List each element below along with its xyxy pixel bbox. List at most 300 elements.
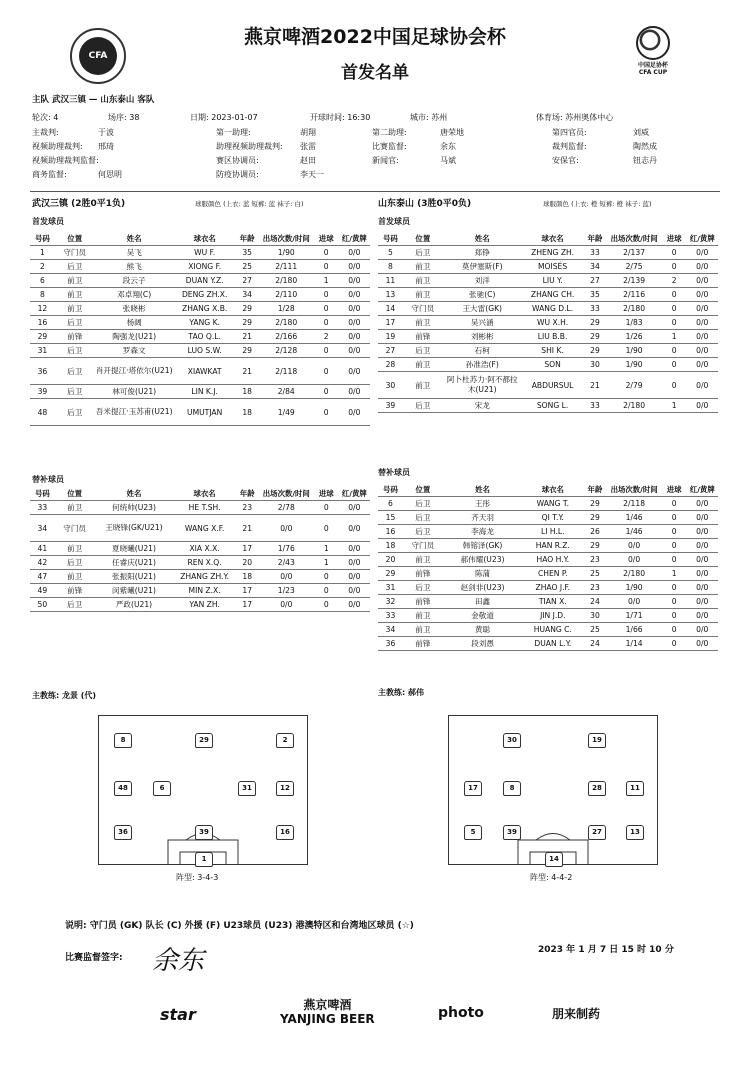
signature: 余东 — [152, 946, 205, 976]
cards: 0/0 — [339, 584, 370, 598]
player-position: 前卫 — [403, 358, 443, 372]
player-name: 肖开提江·塔依尔(U21) — [95, 358, 174, 385]
cards: 0/0 — [339, 501, 370, 515]
shirt-name: ABDURSUL — [522, 372, 584, 399]
shirt-name: TIAN X. — [522, 595, 583, 609]
shirt-name: ZHAO J.F. — [522, 581, 583, 595]
player-number: 31 — [378, 581, 403, 595]
player-row — [378, 553, 718, 567]
shirt-name: LI H.L. — [522, 525, 583, 539]
date: 日期: 2023-01-07 — [190, 113, 258, 122]
shirt-name: HAN R.Z. — [522, 539, 583, 553]
apps-minutes: 2/110 — [259, 288, 314, 302]
official-role: 视频助理裁判: — [32, 142, 83, 151]
shirt-name: HE T.SH. — [173, 501, 235, 515]
shirt-name: MIN Z.X. — [173, 584, 235, 598]
player-age: 23 — [583, 553, 606, 567]
shirt-name: WANG D.L. — [522, 302, 584, 316]
player-number: 14 — [378, 302, 403, 316]
column-header: 姓名 — [95, 487, 174, 501]
goals: 0 — [314, 501, 339, 515]
player-position: 前卫 — [55, 542, 95, 556]
apps-minutes: 2/166 — [259, 330, 314, 344]
column-header: 球衣名 — [522, 483, 583, 497]
shirt-name: CHEN P. — [522, 567, 583, 581]
column-header: 年龄 — [583, 483, 606, 497]
player-number: 36 — [378, 637, 403, 651]
home-subs-label: 替补球员 — [32, 475, 64, 484]
player-age: 26 — [583, 525, 606, 539]
player-number: 33 — [30, 501, 55, 515]
cards: 0/0 — [339, 542, 370, 556]
player-position: 守门员 — [55, 515, 95, 542]
player-age: 25 — [583, 567, 606, 581]
player-row — [378, 399, 718, 413]
cards: 0/0 — [687, 497, 718, 511]
player-age: 29 — [236, 344, 259, 358]
player-number: 17 — [378, 316, 403, 330]
player-number: 50 — [30, 598, 55, 612]
official-role: 第四官员: — [552, 128, 587, 137]
player-position: 后卫 — [403, 511, 443, 525]
shirt-name: HUANG C. — [522, 623, 583, 637]
official-name: 邢琦 — [98, 142, 114, 151]
player-row — [30, 274, 370, 288]
goals: 0 — [662, 316, 687, 330]
player-row — [30, 330, 370, 344]
cards: 0/0 — [687, 539, 718, 553]
goals: 0 — [314, 358, 339, 385]
player-row — [30, 246, 370, 260]
shirt-name: XIA X.X. — [173, 542, 235, 556]
goals: 0 — [314, 302, 339, 316]
player-number: 8 — [378, 260, 403, 274]
goals: 0 — [662, 511, 687, 525]
shirt-number: 12 — [276, 781, 294, 796]
away-kit: 球服颜色 (上衣: 橙 短裤: 橙 袜子: 蓝) — [543, 200, 652, 208]
player-row — [378, 302, 718, 316]
shirt-number: 39 — [503, 825, 521, 840]
apps-minutes: 2/43 — [259, 556, 314, 570]
apps-minutes: 2/118 — [259, 358, 314, 385]
player-name: 段云子 — [95, 274, 174, 288]
player-position: 前锋 — [403, 330, 443, 344]
player-age: 29 — [583, 330, 606, 344]
shirt-name: WU X.H. — [522, 316, 584, 330]
shirt-name: ZHANG X.B. — [174, 302, 236, 316]
player-position: 后卫 — [403, 246, 443, 260]
shirt-number: 31 — [238, 781, 256, 796]
player-number: 8 — [30, 288, 55, 302]
player-name: 郝伟耀(U23) — [443, 553, 522, 567]
player-row — [30, 556, 370, 570]
column-header: 号码 — [30, 487, 55, 501]
apps-minutes: 2/128 — [259, 344, 314, 358]
player-age: 29 — [583, 316, 606, 330]
player-row — [30, 598, 370, 612]
apps-minutes: 1/46 — [607, 525, 662, 539]
player-row — [30, 584, 370, 598]
cfa-logo-text: CFA — [79, 37, 117, 75]
player-age: 35 — [236, 246, 259, 260]
player-number: 20 — [378, 553, 403, 567]
cards: 0/0 — [687, 358, 718, 372]
apps-minutes: 2/118 — [607, 497, 662, 511]
player-row — [30, 542, 370, 556]
player-number: 15 — [378, 511, 403, 525]
column-header: 红/黄牌 — [687, 483, 718, 497]
player-position: 后卫 — [403, 581, 443, 595]
city: 城市: 苏州 — [410, 113, 448, 122]
shirt-number: 16 — [276, 825, 294, 840]
apps-minutes: 2/75 — [607, 260, 662, 274]
player-position: 前卫 — [55, 570, 95, 584]
apps-minutes: 1/23 — [259, 584, 314, 598]
goals: 0 — [662, 246, 687, 260]
apps-minutes: 2/180 — [259, 274, 314, 288]
player-row — [378, 358, 718, 372]
player-name: 阿卜杜苏力·阿不都拉木(U21) — [443, 372, 522, 399]
divider — [30, 191, 720, 192]
shirt-name: LIU Y. — [522, 274, 584, 288]
player-number: 34 — [30, 515, 55, 542]
goals: 0 — [662, 302, 687, 316]
cards: 0/0 — [687, 567, 718, 581]
table-header — [30, 487, 370, 501]
cfa-cup-logo-text: 中国足协杯 CFA CUP — [637, 62, 668, 76]
player-row — [378, 372, 718, 399]
player-row — [378, 637, 718, 651]
shirt-name: HAO H.Y. — [522, 553, 583, 567]
player-number: 19 — [378, 330, 403, 344]
player-name: 段刘愚 — [443, 637, 522, 651]
goals: 0 — [662, 358, 687, 372]
column-header: 出场次数/时间 — [607, 483, 662, 497]
official-name: 钮志丹 — [633, 156, 657, 165]
column-header: 红/黄牌 — [339, 232, 370, 246]
goals: 0 — [662, 525, 687, 539]
goals: 0 — [314, 598, 339, 612]
goals: 0 — [314, 260, 339, 274]
shirt-number: 39 — [195, 825, 213, 840]
column-header: 红/黄牌 — [339, 487, 370, 501]
player-name: 张晓彬 — [95, 302, 174, 316]
player-name: 夏晓曦(U21) — [95, 542, 174, 556]
shirt-number: 14 — [545, 852, 563, 867]
player-position: 守门员 — [55, 246, 95, 260]
player-age: 35 — [583, 288, 606, 302]
apps-minutes: 1/83 — [607, 316, 662, 330]
goals: 0 — [662, 595, 687, 609]
shirt-name: YAN ZH. — [173, 598, 235, 612]
column-header: 姓名 — [443, 483, 522, 497]
apps-minutes: 2/137 — [607, 246, 662, 260]
goals: 0 — [662, 539, 687, 553]
player-row — [30, 288, 370, 302]
match-no: 场序: 38 — [108, 113, 140, 122]
player-position: 前卫 — [403, 372, 443, 399]
cards: 0/0 — [687, 330, 718, 344]
official-role: 防疫协调员: — [216, 170, 259, 179]
official-name: 余东 — [440, 142, 456, 151]
shirt-number: 48 — [114, 781, 132, 796]
official-name: 何思明 — [98, 170, 122, 179]
shirt-name: LUO S.W. — [174, 344, 236, 358]
official-name: 张雷 — [300, 142, 316, 151]
goals: 0 — [662, 637, 687, 651]
column-header: 球衣名 — [174, 232, 236, 246]
player-position: 前卫 — [55, 274, 95, 288]
column-header: 位置 — [403, 483, 443, 497]
player-age: 25 — [583, 623, 606, 637]
goals: 0 — [662, 553, 687, 567]
away-subs-label: 替补球员 — [378, 468, 410, 477]
apps-minutes: 1/26 — [607, 330, 662, 344]
player-name: 杨阔 — [95, 316, 174, 330]
player-name: 严政(U21) — [95, 598, 174, 612]
player-age: 17 — [236, 542, 259, 556]
home-formation-label: 阵型: 3-4-3 — [176, 873, 219, 882]
player-age: 17 — [236, 598, 259, 612]
player-number: 30 — [378, 372, 403, 399]
cards: 0/0 — [687, 260, 718, 274]
player-number: 27 — [378, 344, 403, 358]
column-header: 进球 — [314, 487, 339, 501]
player-row — [30, 399, 370, 426]
player-row — [378, 344, 718, 358]
cards: 0/0 — [339, 556, 370, 570]
player-name: 王大雷(GK) — [443, 302, 522, 316]
sponsor-yanjing: 燕京啤酒 YANJING BEER — [280, 998, 375, 1026]
player-age: 29 — [583, 497, 606, 511]
player-name: 吾米提江·玉苏甫(U21) — [95, 399, 174, 426]
player-name: 何统帅(U23) — [95, 501, 174, 515]
player-position: 前卫 — [403, 553, 443, 567]
cards: 0/0 — [687, 595, 718, 609]
goals: 0 — [662, 581, 687, 595]
official-role: 第二助理: — [372, 128, 407, 137]
player-position: 前锋 — [55, 584, 95, 598]
shirt-name: SHI K. — [522, 344, 584, 358]
player-name: 熊飞 — [95, 260, 174, 274]
player-age: 29 — [236, 316, 259, 330]
player-position: 后卫 — [55, 358, 95, 385]
official-name: 马斌 — [440, 156, 456, 165]
shirt-number: 5 — [464, 825, 482, 840]
cards: 0/0 — [687, 525, 718, 539]
player-position: 后卫 — [403, 399, 443, 413]
player-name: 邓卓翔(C) — [95, 288, 174, 302]
player-name: 陶强龙(U21) — [95, 330, 174, 344]
player-name: 莫伊塞斯(F) — [443, 260, 522, 274]
player-position: 前锋 — [55, 330, 95, 344]
player-number: 32 — [378, 595, 403, 609]
goals: 0 — [662, 497, 687, 511]
player-age: 21 — [236, 330, 259, 344]
cards: 0/0 — [339, 316, 370, 330]
cards: 0/0 — [687, 553, 718, 567]
shirt-name: LIN K.J. — [174, 385, 236, 399]
cards: 0/0 — [687, 274, 718, 288]
away-formation-label: 阵型: 4-4-2 — [530, 873, 573, 882]
player-number: 5 — [378, 246, 403, 260]
player-name: 郑铮 — [443, 246, 522, 260]
shirt-name: ZHANG ZH.Y. — [173, 570, 235, 584]
player-age: 29 — [236, 302, 259, 316]
goals: 2 — [662, 274, 687, 288]
cards: 0/0 — [339, 246, 370, 260]
player-row — [30, 501, 370, 515]
official-role: 主裁判: — [32, 128, 59, 137]
column-header: 球衣名 — [522, 232, 584, 246]
player-age: 18 — [236, 570, 259, 584]
player-position: 前卫 — [403, 260, 443, 274]
player-age: 29 — [583, 511, 606, 525]
column-header: 进球 — [662, 232, 687, 246]
cards: 0/0 — [687, 344, 718, 358]
apps-minutes: 2/116 — [607, 288, 662, 302]
player-position: 前卫 — [55, 501, 95, 515]
official-role: 比赛监督: — [372, 142, 407, 151]
player-number: 1 — [30, 246, 55, 260]
player-number: 2 — [30, 260, 55, 274]
cards: 0/0 — [339, 598, 370, 612]
player-age: 27 — [236, 274, 259, 288]
player-row — [378, 330, 718, 344]
apps-minutes: 0/0 — [607, 539, 662, 553]
player-name: 孙准浩(F) — [443, 358, 522, 372]
cards: 0/0 — [687, 302, 718, 316]
column-header: 年龄 — [236, 487, 259, 501]
player-position: 后卫 — [403, 497, 443, 511]
player-number: 42 — [30, 556, 55, 570]
player-name: 罗森文 — [95, 344, 174, 358]
player-name: 李海龙 — [443, 525, 522, 539]
player-age: 33 — [583, 399, 606, 413]
column-header: 位置 — [403, 232, 443, 246]
player-row — [378, 274, 718, 288]
player-name: 王彤 — [443, 497, 522, 511]
column-header: 姓名 — [443, 232, 522, 246]
player-position: 守门员 — [403, 302, 443, 316]
player-position: 前卫 — [55, 288, 95, 302]
sponsor-photo: photo — [438, 1005, 484, 1021]
goals: 2 — [314, 330, 339, 344]
player-row — [30, 385, 370, 399]
shirt-name: MOISÉS — [522, 260, 584, 274]
player-row — [378, 581, 718, 595]
player-name: 金敬道 — [443, 609, 522, 623]
cards: 0/0 — [687, 372, 718, 399]
goals: 0 — [314, 316, 339, 330]
apps-minutes: 1/46 — [607, 511, 662, 525]
column-header: 出场次数/时间 — [259, 487, 314, 501]
away-coach: 主教练: 郝伟 — [378, 688, 424, 697]
player-number: 36 — [30, 358, 55, 385]
home-coach: 主教练: 龙景 (代) — [32, 691, 97, 700]
venue: 体育场: 苏州奥体中心 — [536, 113, 614, 122]
player-age: 21 — [583, 372, 606, 399]
player-name: 韩镕泽(GK) — [443, 539, 522, 553]
player-position: 前锋 — [403, 567, 443, 581]
player-row — [30, 316, 370, 330]
player-number: 31 — [30, 344, 55, 358]
official-name: 陶然成 — [633, 142, 657, 151]
official-role: 商务监督: — [32, 170, 67, 179]
player-row — [378, 525, 718, 539]
player-age: 23 — [236, 501, 259, 515]
shirt-name: WU F. — [174, 246, 236, 260]
player-position: 前卫 — [55, 302, 95, 316]
column-header: 出场次数/时间 — [259, 232, 314, 246]
apps-minutes: 2/84 — [259, 385, 314, 399]
cards: 0/0 — [687, 581, 718, 595]
cards: 0/0 — [687, 316, 718, 330]
goals: 0 — [662, 344, 687, 358]
shirt-number: 2 — [276, 733, 294, 748]
shirt-number: 8 — [114, 733, 132, 748]
goals: 1 — [314, 556, 339, 570]
player-position: 前卫 — [403, 316, 443, 330]
column-header: 位置 — [55, 487, 95, 501]
official-name: 赵田 — [300, 156, 316, 165]
goals: 0 — [314, 515, 339, 542]
official-name: 唐荣地 — [440, 128, 464, 137]
goals: 0 — [314, 385, 339, 399]
official-role: 视频助理裁判监督: — [32, 156, 99, 165]
away-team-name: 山东泰山 (3胜0平0负) — [378, 199, 472, 209]
apps-minutes: 1/90 — [259, 246, 314, 260]
cards: 0/0 — [339, 515, 370, 542]
apps-minutes: 2/180 — [607, 399, 662, 413]
cards: 0/0 — [687, 246, 718, 260]
cards: 0/0 — [339, 330, 370, 344]
goals: 0 — [662, 372, 687, 399]
shirt-name: SONG L. — [522, 399, 584, 413]
player-name: 石柯 — [443, 344, 522, 358]
cards: 0/0 — [687, 623, 718, 637]
player-number: 47 — [30, 570, 55, 584]
shirt-number: 6 — [153, 781, 171, 796]
official-name: 刘威 — [633, 128, 649, 137]
player-age: 33 — [583, 302, 606, 316]
kickoff: 开球时间: 16:30 — [310, 113, 371, 122]
player-number: 33 — [378, 609, 403, 623]
player-age: 33 — [583, 246, 606, 260]
player-position: 前卫 — [403, 274, 443, 288]
player-age: 20 — [236, 556, 259, 570]
cards: 0/0 — [339, 570, 370, 584]
player-number: 13 — [378, 288, 403, 302]
player-position: 后卫 — [55, 316, 95, 330]
cards: 0/0 — [687, 609, 718, 623]
player-position: 后卫 — [403, 525, 443, 539]
apps-minutes: 0/0 — [607, 553, 662, 567]
official-role: 助理视频助理裁判: — [216, 142, 283, 151]
cards: 0/0 — [339, 274, 370, 288]
away-subs-table — [378, 483, 718, 651]
cards: 0/0 — [339, 385, 370, 399]
player-name: 赵剑非(U23) — [443, 581, 522, 595]
cfa-cup-logo — [628, 26, 678, 82]
cards: 0/0 — [339, 344, 370, 358]
player-position: 前锋 — [403, 637, 443, 651]
goals: 0 — [662, 623, 687, 637]
shirt-name: ZHANG CH. — [522, 288, 584, 302]
column-header: 进球 — [314, 232, 339, 246]
player-name: 黄聪 — [443, 623, 522, 637]
apps-minutes: 2/78 — [259, 501, 314, 515]
